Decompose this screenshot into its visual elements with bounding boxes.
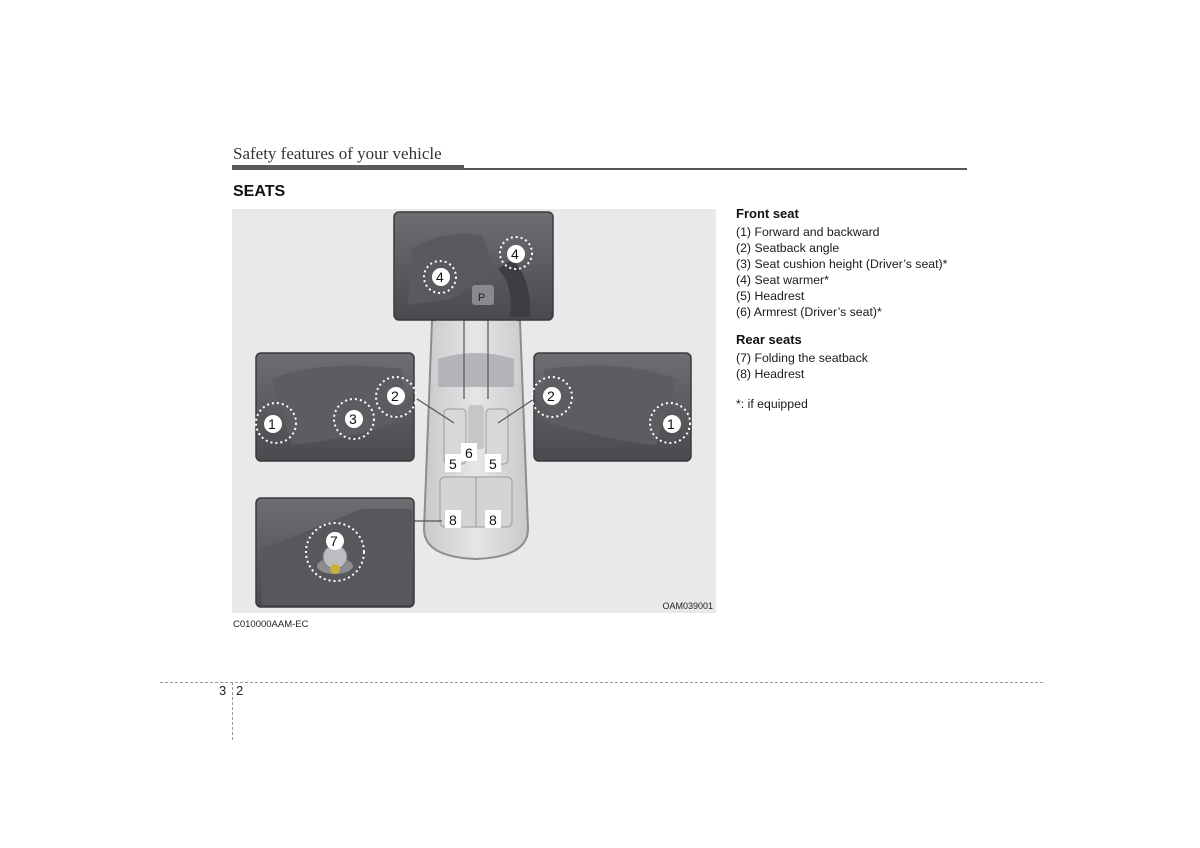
callout-1-right <box>663 415 681 433</box>
callout-2-left <box>387 387 405 405</box>
seat-legend <box>736 206 986 412</box>
svg-text:4: 4 <box>511 246 519 262</box>
inset-driver-seat <box>256 353 416 461</box>
callout-6 <box>461 443 477 461</box>
svg-text:2: 2 <box>391 388 399 404</box>
callout-2-right <box>543 387 561 405</box>
svg-text:1: 1 <box>268 416 276 432</box>
header-rule-thick <box>232 165 464 170</box>
front-seat-item: (3) Seat cushion height (Driver’s seat)* <box>736 257 948 271</box>
svg-text:6: 6 <box>465 445 473 461</box>
svg-text:3: 3 <box>349 411 357 427</box>
svg-text:5: 5 <box>489 456 497 472</box>
footer-rule <box>160 682 1043 683</box>
inset-passenger-seat <box>532 353 691 461</box>
callout-5-right <box>485 454 501 472</box>
equipment-note: *: if equipped <box>736 397 808 411</box>
inset-seat-warmer <box>394 212 553 320</box>
shifter-p-label: P <box>478 292 486 304</box>
front-seat-item: (2) Seatback angle <box>736 241 840 255</box>
callout-5-left <box>445 454 461 472</box>
running-header: Safety features of your vehicle <box>233 144 442 163</box>
front-seat-item: (4) Seat warmer* <box>736 273 829 287</box>
svg-text:5: 5 <box>449 456 457 472</box>
rear-seat-item: (7) Folding the seatback <box>736 351 868 365</box>
rear-seats-heading: Rear seats <box>736 332 802 347</box>
front-seat-item: (5) Headrest <box>736 289 805 303</box>
inset-rear-folding <box>256 498 414 607</box>
svg-text:8: 8 <box>489 512 497 528</box>
front-seat-heading: Front seat <box>736 206 799 221</box>
callout-8-right <box>485 510 501 528</box>
section-title: SEATS <box>233 183 286 200</box>
page-number: 2 <box>236 683 244 698</box>
svg-text:2: 2 <box>547 388 555 404</box>
chapter-number: 3 <box>219 683 227 698</box>
svg-text:1: 1 <box>667 416 675 432</box>
seats-illustration <box>232 209 716 613</box>
document-code: C010000AAM-EC <box>233 619 309 630</box>
callout-1-left <box>264 415 282 433</box>
car-top-view <box>424 313 528 559</box>
svg-text:4: 4 <box>436 269 444 285</box>
front-seat-item: (6) Armrest (Driver’s seat)* <box>736 305 882 319</box>
rear-seat-item: (8) Headrest <box>736 367 805 381</box>
header-rule-thin <box>464 168 967 170</box>
svg-text:7: 7 <box>330 533 338 549</box>
front-seat-item: (1) Forward and backward <box>736 225 880 239</box>
callout-4-left <box>432 268 450 286</box>
callout-7 <box>326 532 344 550</box>
callout-8-left <box>445 510 461 528</box>
svg-text:8: 8 <box>449 512 457 528</box>
figure-code: OAM039001 <box>662 601 713 611</box>
callout-3 <box>345 410 363 428</box>
footer-divider <box>232 682 233 740</box>
callout-4-right <box>507 245 525 263</box>
